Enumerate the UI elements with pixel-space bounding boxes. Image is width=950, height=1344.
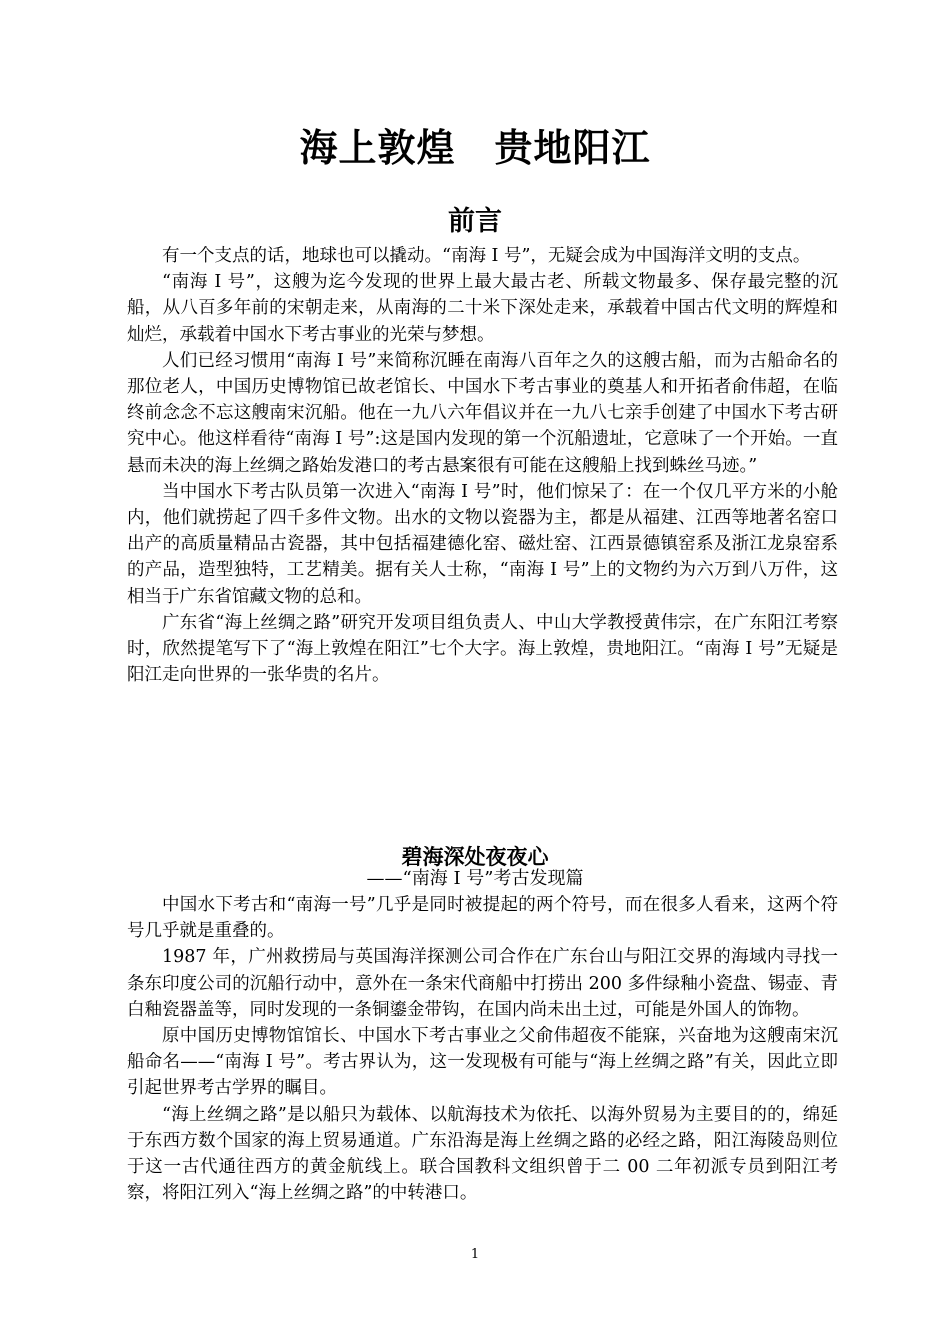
paragraph: “南海 I 号”，这艘为迄今发现的世界上最大最古老、所载文物最多、保存最完整的沉船，从八百多年前的宋朝走来，从南海的二十米下深处走来，承载着中国古代文明的辉煌和灿烂，承载着中国水下考古事业的光荣与梦想。 <box>127 272 838 345</box>
document-title: 海上敦煌 贵地阳江 <box>299 126 651 170</box>
paragraph: 有一个支点的话，地球也可以撬动。“南海 I 号”，无疑会成为中国海洋文明的支点。 <box>162 246 811 266</box>
page-number: 1 <box>470 1247 480 1262</box>
section-subtitle: ——“南海 I 号”考古发现篇 <box>366 868 584 889</box>
paragraph: “海上丝绸之路”是以船只为载体、以航海技术为依托、以海外贸易为主要目的的，绵延于东西方数个国家的海上贸易通道。广东沿海是海上丝绸之路的必经之路，阳江海陵岛则位于这一古代通往西方的黄金航线上。联合国教科文组织曾于二 00 二年初派专员到阳江考察，将阳江列入“海上丝绸之路”的中转港口。 <box>127 1104 838 1204</box>
paragraph: 广东省“海上丝绸之路”研究开发项目组负责人、中山大学教授黄伟宗，在广东阳江考察时，欣然提笔写下了“海上敦煌在阳江”七个大字。海上敦煌，贵地阳江。“南海 I 号”无疑是阳江走向世界的一张华贵的名片。 <box>127 612 838 686</box>
section-heading-discovery: 碧海深处夜夜心 <box>401 845 549 869</box>
paragraph: 当中国水下考古队员第一次进入“南海 I 号”时，他们惊呆了：在一个仅几平方米的小舱内，他们就捞起了四千多件文物。出水的文物以瓷器为主，都是从福建、江西等地著名窑口出产的高质量精品古瓷器，其中包括福建德化窑、磁灶窑、江西景德镇窑系及浙江龙泉窑系的产品，造型独特，工艺精美。据有关人士称，“南海 I 号”上的文物约为六万到八万件，这相当于广东省馆藏文物的总和。 <box>127 481 838 607</box>
paragraph: 人们已经习惯用“南海 I 号”来简称沉睡在南海八百年之久的这艘古船，而为古船命名的那位老人，中国历史博物馆已故老馆长、中国水下考古事业的奠基人和开拓者俞伟超，在临终前念念不忘这艘南宋沉船。他在一九八六年倡议并在一九八七亲手创建了中国水下考古研究中心。他这样看待“南海 I 号”:这是国内发现的第一个沉船遗址，它意味了一个开始。一直悬而未决的海上丝绸之路始发港口的考古悬案很有可能在这艘船上找到蛛丝马迹。” <box>127 350 838 476</box>
discovery-body <box>127 892 838 1206</box>
paragraph: 原中国历史博物馆馆长、中国水下考古事业之父俞伟超夜不能寐，兴奋地为这艘南宋沉船命名——“南海 I 号”。考古界认为，这一发现极有可能与“海上丝绸之路”有关，因此立即引起世界考古学界的瞩目。 <box>127 1026 838 1099</box>
section-heading-preface: 前言 <box>448 206 502 237</box>
preface-body <box>127 243 838 688</box>
paragraph: 中国水下考古和“南海一号”几乎是同时被提起的两个符号，而在很多人看来，这两个符号几乎就是重叠的。 <box>127 895 838 942</box>
paragraph: 1987 年，广州救捞局与英国海洋探测公司合作在广东台山与阳江交界的海域内寻找一条东印度公司的沉船行动中，意外在一条宋代商船中打捞出 200 多件绿釉小瓷盘、锡壶、青白釉瓷器盖等，同时发现的一条铜鎏金带钩，在国内尚未出土过，可能是外国人的饰物。 <box>127 947 838 1020</box>
